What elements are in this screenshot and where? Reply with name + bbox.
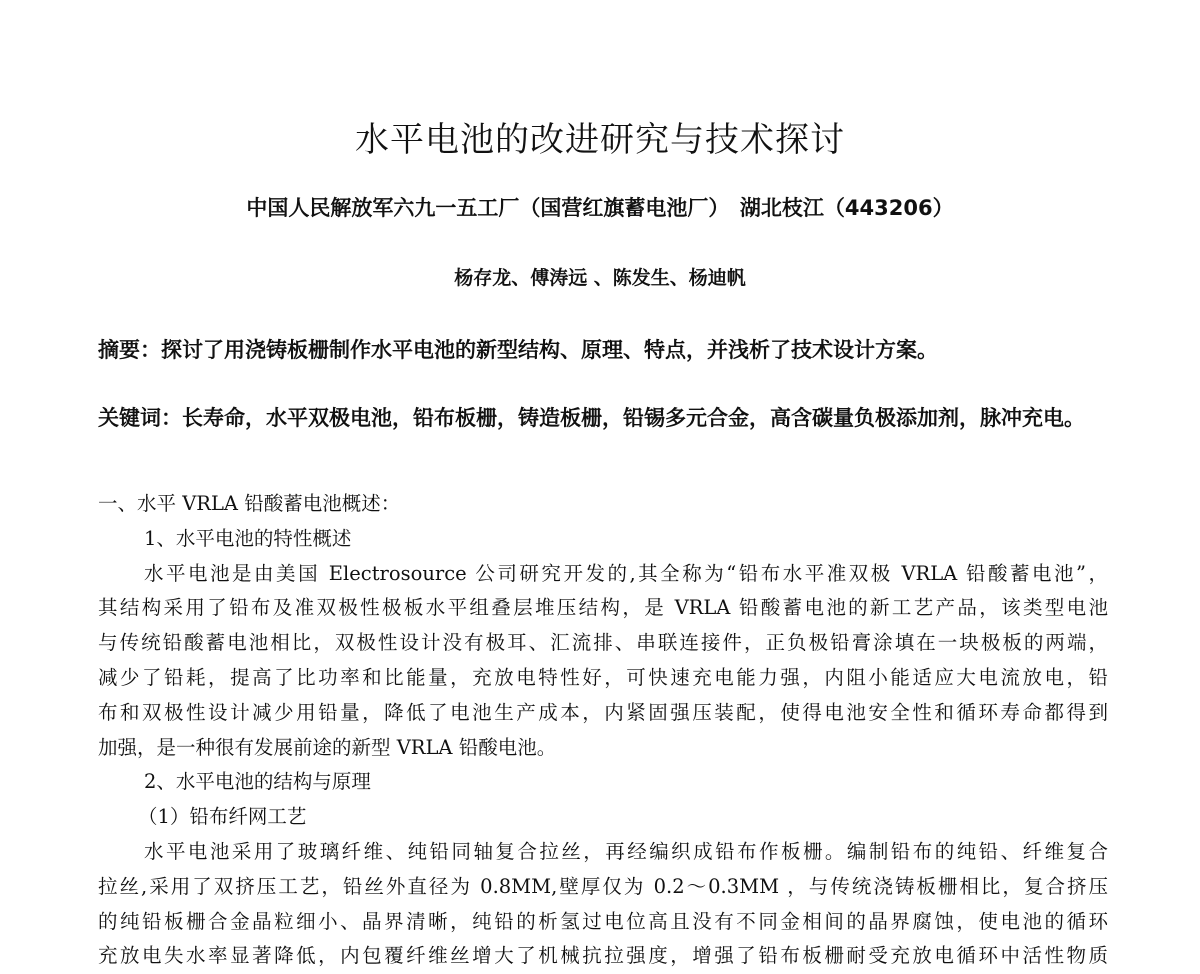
paragraph-line: 的纯铅板栅合金晶粒细小、晶界清晰，纯铅的析氢过电位高且没有不同金相间的晶界腐蚀，使电池的循环 xyxy=(98,909,1108,933)
body-text xyxy=(98,487,1108,974)
section-heading: 一、水平 VRLA 铅酸蓄电池概述： xyxy=(98,492,401,515)
keywords-label: 关键词： xyxy=(98,406,182,430)
subsection-heading: 2、水平电池的结构与原理 xyxy=(144,770,371,794)
paragraph-line: 与传统铅酸蓄电池相比，双极性设计没有极耳、汇流排、串联连接件，正负极铅膏涂填在一块极板的两端， xyxy=(98,631,1108,655)
paragraph-line: 减少了铅耗，提高了比功率和比能量，充放电特性好，可快速充电能力强，内阻小能适应大电流放电，铅 xyxy=(98,665,1108,689)
paragraph-line: 水平电池采用了玻璃纤维、纯铅同轴复合拉丝，再经编织成铅布作板栅。编制铅布的纯铅、纤维复合 xyxy=(144,839,1108,863)
paragraph-line: 加强，是一种很有发展前途的新型 VRLA 铅酸电池。 xyxy=(98,735,557,759)
paragraph-line: 拉丝,采用了双挤压工艺，铅丝外直径为 0.8MM,壁厚仅为 0.2～0.3MM ，与传统浇铸板栅相比，复合挤压 xyxy=(98,874,1108,898)
paragraph-line: 水平电池是由美国 Electrosource 公司研究开发的,其全称为“铅布水平准双极 VRLA 铅酸蓄电池”， xyxy=(144,561,1108,585)
abstract xyxy=(98,334,1158,364)
abstract-label: 摘要： xyxy=(98,338,161,362)
subsubsection-heading: （1）铅布纤网工艺 xyxy=(138,805,307,829)
keywords xyxy=(98,402,1158,432)
paragraph-line: 其结构采用了铅布及准双极性极板水平组叠层堆压结构，是 VRLA 铅酸蓄电池的新工艺产品，该类型电池 xyxy=(98,596,1108,620)
paper-title: 水平电池的改进研究与技术探讨 xyxy=(355,120,845,160)
abstract-text: 探讨了用浇铸板栅制作水平电池的新型结构、原理、特点，并浅析了技术设计方案。 xyxy=(161,338,938,362)
author-affiliation: 中国人民解放军六九一五工厂（国营红旗蓄电池厂） 湖北枝江（443206） xyxy=(246,196,954,220)
paragraph-line: 充放电失水率显著降低，内包覆纤维丝增大了机械抗拉强度，增强了铅布板栅耐受充放电循环中活性物质 xyxy=(98,944,1108,968)
author-names: 杨存龙、傅涛远 、陈发生、杨迪帆 xyxy=(454,267,746,289)
paragraph-line: 布和双极性设计减少用铅量，降低了电池生产成本，内紧固强压装配，使得电池安全性和循环寿命都得到 xyxy=(98,700,1108,724)
keywords-text: 长寿命，水平双极电池，铅布板栅，铸造板栅，铅锡多元合金，高含碳量负极添加剂，脉冲充电。 xyxy=(182,406,1085,430)
subsection-heading: 1、水平电池的特性概述 xyxy=(144,526,352,550)
